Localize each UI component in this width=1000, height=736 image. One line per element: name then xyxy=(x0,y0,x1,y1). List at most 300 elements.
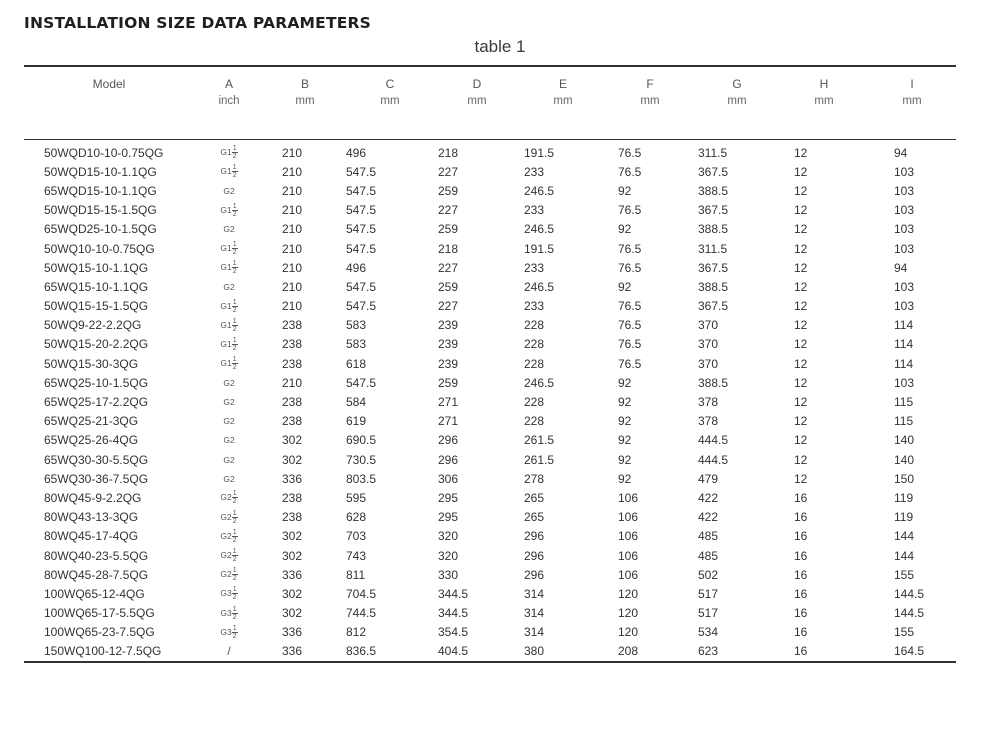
b-cell: 238 xyxy=(282,510,303,525)
e-cell: 191.5 xyxy=(524,145,555,160)
g-cell: 422 xyxy=(698,510,719,525)
b-cell: 302 xyxy=(282,606,303,621)
fraction-half: $\frac{1}{2}$ xyxy=(232,509,237,525)
model-cell: 100WQ65-17-5.5QG xyxy=(44,606,155,621)
d-cell: 227 xyxy=(438,164,459,179)
c-cell: 704.5 xyxy=(346,586,377,601)
e-cell: 314 xyxy=(524,606,545,621)
h-cell: 16 xyxy=(794,490,808,505)
f-cell: 92 xyxy=(618,471,632,486)
e-cell: 228 xyxy=(524,414,545,429)
h-cell: 12 xyxy=(794,471,808,486)
column-unit-c: mm xyxy=(346,92,434,140)
f-cell: 106 xyxy=(618,529,639,544)
e-cell: 246.5 xyxy=(524,279,555,294)
b-cell: 302 xyxy=(282,548,303,563)
f-cell: 76.5 xyxy=(618,164,642,179)
h-cell: 16 xyxy=(794,625,808,640)
model-cell: 80WQ45-28-7.5QG xyxy=(44,567,149,582)
column-header-g: G xyxy=(732,77,742,91)
a-cell: G2 xyxy=(223,435,235,446)
table-row xyxy=(24,431,956,450)
table-row xyxy=(24,450,956,469)
i-cell: 119 xyxy=(894,510,914,525)
h-cell: 16 xyxy=(794,586,808,601)
e-cell: 296 xyxy=(524,529,545,544)
i-cell: 164.5 xyxy=(894,644,925,659)
f-cell: 120 xyxy=(618,606,639,621)
h-cell: 16 xyxy=(794,529,808,544)
b-cell: 238 xyxy=(282,356,303,371)
table-row xyxy=(24,354,956,373)
a-cell: G1 $\frac{1}{2}$ xyxy=(220,202,237,218)
b-cell: 210 xyxy=(282,164,303,179)
table-row xyxy=(24,412,956,431)
i-cell: 94 xyxy=(894,145,908,160)
e-cell: 233 xyxy=(524,260,545,275)
fraction-half: $\frac{1}{2}$ xyxy=(232,528,237,544)
e-cell: 296 xyxy=(524,548,545,563)
b-cell: 302 xyxy=(282,586,303,601)
fraction-half: $\frac{1}{2}$ xyxy=(232,586,237,602)
b-cell: 210 xyxy=(282,279,303,294)
e-cell: 228 xyxy=(524,337,545,352)
e-cell: 314 xyxy=(524,586,545,601)
c-cell: 618 xyxy=(346,356,367,371)
fraction-half: $\frac{1}{2}$ xyxy=(232,490,237,506)
h-cell: 12 xyxy=(794,395,808,410)
b-cell: 336 xyxy=(282,471,303,486)
model-cell: 80WQ40-23-5.5QG xyxy=(44,548,149,563)
d-cell: 271 xyxy=(438,395,459,410)
model-cell: 100WQ65-12-4QG xyxy=(44,586,145,601)
model-cell: 50WQ10-10-0.75QG xyxy=(44,241,155,256)
g-cell: 485 xyxy=(698,548,719,563)
model-cell: 65WQ25-10-1.5QG xyxy=(44,375,149,390)
table-caption: table 1 xyxy=(474,37,526,56)
g-cell: 311.5 xyxy=(698,241,728,256)
a-cell: G1 $\frac{1}{2}$ xyxy=(220,164,237,180)
g-cell: 370 xyxy=(698,356,719,371)
d-cell: 320 xyxy=(438,548,459,563)
model-cell: 50WQD10-10-0.75QG xyxy=(44,145,164,160)
a-cell: G3 $\frac{1}{2}$ xyxy=(220,605,237,621)
f-cell: 76.5 xyxy=(618,241,642,256)
model-cell: 65WQ30-36-7.5QG xyxy=(44,471,149,486)
model-cell: 50WQD15-10-1.1QG xyxy=(44,164,157,179)
e-cell: 380 xyxy=(524,644,545,659)
d-cell: 296 xyxy=(438,433,459,448)
f-cell: 120 xyxy=(618,586,639,601)
e-cell: 278 xyxy=(524,471,545,486)
e-cell: 314 xyxy=(524,625,545,640)
d-cell: 344.5 xyxy=(438,606,469,621)
h-cell: 12 xyxy=(794,375,808,390)
g-cell: 422 xyxy=(698,490,719,505)
c-cell: 547.5 xyxy=(346,183,377,198)
a-cell: / xyxy=(227,644,231,659)
h-cell: 12 xyxy=(794,164,808,179)
table-row xyxy=(24,181,956,200)
installation-size-table-container xyxy=(24,65,956,663)
b-cell: 238 xyxy=(282,414,303,429)
i-cell: 155 xyxy=(894,625,915,640)
table-row xyxy=(24,140,956,163)
model-cell: 50WQ15-20-2.2QG xyxy=(44,337,149,352)
c-cell: 836.5 xyxy=(346,644,377,659)
e-cell: 233 xyxy=(524,164,545,179)
a-cell: G3 $\frac{1}{2}$ xyxy=(220,624,237,640)
i-cell: 155 xyxy=(894,567,915,582)
table-row xyxy=(24,508,956,527)
b-cell: 302 xyxy=(282,433,303,448)
h-cell: 16 xyxy=(794,510,808,525)
f-cell: 92 xyxy=(618,395,632,410)
fraction-half: $\frac{1}{2}$ xyxy=(232,567,237,583)
c-cell: 547.5 xyxy=(346,222,377,237)
e-cell: 228 xyxy=(524,395,545,410)
f-cell: 76.5 xyxy=(618,356,642,371)
i-cell: 103 xyxy=(894,222,915,237)
column-header-model: Model xyxy=(92,77,126,91)
f-cell: 106 xyxy=(618,490,639,505)
c-cell: 547.5 xyxy=(346,279,377,294)
table-row xyxy=(24,297,956,316)
column-header-i: I xyxy=(910,77,914,91)
f-cell: 76.5 xyxy=(618,337,642,352)
c-cell: 803.5 xyxy=(346,471,377,486)
b-cell: 210 xyxy=(282,222,303,237)
h-cell: 12 xyxy=(794,203,808,218)
model-cell: 150WQ100-12-7.5QG xyxy=(44,644,162,659)
a-cell: G2 xyxy=(223,416,235,427)
h-cell: 12 xyxy=(794,433,808,448)
d-cell: 227 xyxy=(438,299,459,314)
e-cell: 191.5 xyxy=(524,241,555,256)
c-cell: 812 xyxy=(346,625,367,640)
c-cell: 743 xyxy=(346,548,367,563)
d-cell: 354.5 xyxy=(438,625,469,640)
h-cell: 12 xyxy=(794,183,808,198)
column-header-d: D xyxy=(472,77,482,91)
a-cell: G2 xyxy=(223,377,235,388)
c-cell: 744.5 xyxy=(346,606,377,621)
table-row xyxy=(24,162,956,181)
b-cell: 336 xyxy=(282,625,303,640)
d-cell: 259 xyxy=(438,279,459,294)
h-cell: 16 xyxy=(794,548,808,563)
h-cell: 16 xyxy=(794,567,808,582)
table-row xyxy=(24,604,956,623)
column-header-b: B xyxy=(300,77,309,91)
b-cell: 336 xyxy=(282,644,303,659)
column-unit-a: inch xyxy=(194,92,264,140)
i-cell: 103 xyxy=(894,164,915,179)
a-cell: G2 $\frac{1}{2}$ xyxy=(220,528,237,544)
g-cell: 444.5 xyxy=(698,452,729,467)
g-cell: 623 xyxy=(698,644,719,659)
g-cell: 502 xyxy=(698,567,719,582)
e-cell: 233 xyxy=(524,299,545,314)
c-cell: 584 xyxy=(346,395,367,410)
d-cell: 218 xyxy=(438,145,459,160)
model-cell: 50WQ9-22-2.2QG xyxy=(44,318,142,333)
i-cell: 103 xyxy=(894,203,915,218)
table-row xyxy=(24,277,956,296)
d-cell: 295 xyxy=(438,490,459,505)
table-row xyxy=(24,201,956,220)
d-cell: 296 xyxy=(438,452,459,467)
column-unit-h: mm xyxy=(780,92,868,140)
a-cell: G2 xyxy=(223,397,235,408)
fraction-half: $\frac{1}{2}$ xyxy=(232,164,237,180)
f-cell: 76.5 xyxy=(618,318,642,333)
fraction-half: $\frac{1}{2}$ xyxy=(232,624,237,640)
column-unit-b: mm xyxy=(264,92,346,140)
g-cell: 517 xyxy=(698,586,719,601)
d-cell: 227 xyxy=(438,260,459,275)
d-cell: 295 xyxy=(438,510,459,525)
table-row xyxy=(24,488,956,507)
i-cell: 94 xyxy=(894,260,908,275)
e-cell: 246.5 xyxy=(524,183,555,198)
e-cell: 228 xyxy=(524,318,545,333)
b-cell: 336 xyxy=(282,567,303,582)
d-cell: 344.5 xyxy=(438,586,469,601)
fraction-half: $\frac{1}{2}$ xyxy=(232,548,237,564)
b-cell: 302 xyxy=(282,529,303,544)
h-cell: 12 xyxy=(794,222,808,237)
d-cell: 259 xyxy=(438,222,459,237)
g-cell: 367.5 xyxy=(698,164,729,179)
fraction-half: $\frac{1}{2}$ xyxy=(232,356,237,372)
i-cell: 103 xyxy=(894,375,915,390)
i-cell: 114 xyxy=(894,337,914,352)
model-cell: 80WQ45-9-2.2QG xyxy=(44,490,142,505)
a-cell: G2 $\frac{1}{2}$ xyxy=(220,490,237,506)
i-cell: 150 xyxy=(894,471,915,486)
page-title: INSTALLATION SIZE DATA PARAMETERS xyxy=(24,14,372,32)
i-cell: 103 xyxy=(894,299,915,314)
a-cell: G2 $\frac{1}{2}$ xyxy=(220,509,237,525)
f-cell: 106 xyxy=(618,510,639,525)
a-cell: G2 xyxy=(223,454,235,465)
d-cell: 404.5 xyxy=(438,644,469,659)
h-cell: 12 xyxy=(794,318,808,333)
table-row xyxy=(24,623,956,642)
c-cell: 496 xyxy=(346,145,367,160)
i-cell: 140 xyxy=(894,452,915,467)
b-cell: 238 xyxy=(282,337,303,352)
g-cell: 367.5 xyxy=(698,260,729,275)
column-unit-model xyxy=(24,92,194,140)
i-cell: 103 xyxy=(894,183,915,198)
model-cell: 65WQD25-10-1.5QG xyxy=(44,222,157,237)
d-cell: 239 xyxy=(438,337,459,352)
a-cell: G1 $\frac{1}{2}$ xyxy=(220,356,237,372)
fraction-half: $\frac{1}{2}$ xyxy=(232,317,237,333)
i-cell: 144.5 xyxy=(894,586,925,601)
fraction-half: $\frac{1}{2}$ xyxy=(232,336,237,352)
f-cell: 92 xyxy=(618,222,632,237)
table-row xyxy=(24,335,956,354)
i-cell: 114 xyxy=(894,318,914,333)
e-cell: 265 xyxy=(524,490,545,505)
column-unit-g: mm xyxy=(694,92,780,140)
g-cell: 311.5 xyxy=(698,145,728,160)
i-cell: 114 xyxy=(894,356,914,371)
f-cell: 76.5 xyxy=(618,260,642,275)
g-cell: 444.5 xyxy=(698,433,729,448)
b-cell: 210 xyxy=(282,183,303,198)
g-cell: 388.5 xyxy=(698,279,729,294)
i-cell: 115 xyxy=(894,395,914,410)
column-unit-f: mm xyxy=(606,92,694,140)
table-row xyxy=(24,220,956,239)
a-cell: G1 $\frac{1}{2}$ xyxy=(220,145,237,161)
model-cell: 65WQ25-17-2.2QG xyxy=(44,395,149,410)
h-cell: 12 xyxy=(794,279,808,294)
model-cell: 65WQ25-26-4QG xyxy=(44,433,139,448)
model-cell: 65WQD15-10-1.1QG xyxy=(44,183,157,198)
f-cell: 76.5 xyxy=(618,299,642,314)
e-cell: 261.5 xyxy=(524,452,555,467)
c-cell: 811 xyxy=(346,567,366,582)
table-row xyxy=(24,642,956,662)
e-cell: 233 xyxy=(524,203,545,218)
a-cell: G2 $\frac{1}{2}$ xyxy=(220,548,237,564)
installation-size-table xyxy=(24,65,956,663)
b-cell: 210 xyxy=(282,203,303,218)
h-cell: 12 xyxy=(794,145,808,160)
f-cell: 76.5 xyxy=(618,203,642,218)
fraction-half: $\frac{1}{2}$ xyxy=(232,260,237,276)
h-cell: 12 xyxy=(794,299,808,314)
c-cell: 690.5 xyxy=(346,433,377,448)
g-cell: 367.5 xyxy=(698,299,729,314)
b-cell: 210 xyxy=(282,145,303,160)
b-cell: 238 xyxy=(282,318,303,333)
column-header-a: A xyxy=(224,77,233,91)
table-row xyxy=(24,546,956,565)
column-header-c: C xyxy=(385,77,395,91)
i-cell: 144 xyxy=(894,529,915,544)
d-cell: 239 xyxy=(438,356,459,371)
model-cell: 65WQ30-30-5.5QG xyxy=(44,452,149,467)
a-cell: G1 $\frac{1}{2}$ xyxy=(220,241,237,257)
i-cell: 140 xyxy=(894,433,915,448)
d-cell: 218 xyxy=(438,241,459,256)
c-cell: 496 xyxy=(346,260,367,275)
f-cell: 92 xyxy=(618,183,632,198)
model-cell: 50WQ15-10-1.1QG xyxy=(44,260,149,275)
e-cell: 261.5 xyxy=(524,433,555,448)
g-cell: 388.5 xyxy=(698,222,729,237)
g-cell: 517 xyxy=(698,606,719,621)
d-cell: 330 xyxy=(438,567,459,582)
d-cell: 320 xyxy=(438,529,459,544)
model-cell: 100WQ65-23-7.5QG xyxy=(44,625,155,640)
model-cell: 65WQ25-21-3QG xyxy=(44,414,139,429)
f-cell: 92 xyxy=(618,452,632,467)
a-cell: G2 xyxy=(223,185,235,196)
b-cell: 238 xyxy=(282,490,303,505)
f-cell: 92 xyxy=(618,279,632,294)
table-row xyxy=(24,258,956,277)
c-cell: 730.5 xyxy=(346,452,377,467)
d-cell: 259 xyxy=(438,375,459,390)
f-cell: 92 xyxy=(618,433,632,448)
g-cell: 370 xyxy=(698,318,719,333)
i-cell: 119 xyxy=(894,490,914,505)
c-cell: 595 xyxy=(346,490,367,505)
h-cell: 16 xyxy=(794,644,808,659)
f-cell: 106 xyxy=(618,548,639,563)
table-row xyxy=(24,527,956,546)
g-cell: 479 xyxy=(698,471,719,486)
b-cell: 210 xyxy=(282,375,303,390)
fraction-half: $\frac{1}{2}$ xyxy=(232,241,237,257)
d-cell: 271 xyxy=(438,414,459,429)
b-cell: 210 xyxy=(282,299,303,314)
i-cell: 144 xyxy=(894,548,915,563)
b-cell: 210 xyxy=(282,260,303,275)
table-row xyxy=(24,316,956,335)
table-row xyxy=(24,392,956,411)
fraction-half: $\frac{1}{2}$ xyxy=(232,298,237,314)
model-cell: 50WQ15-30-3QG xyxy=(44,356,139,371)
d-cell: 239 xyxy=(438,318,459,333)
column-unit-i: mm xyxy=(868,92,956,140)
model-cell: 50WQD15-15-1.5QG xyxy=(44,203,157,218)
column-unit-e: mm xyxy=(520,92,606,140)
c-cell: 547.5 xyxy=(346,375,377,390)
h-cell: 12 xyxy=(794,337,808,352)
fraction-half: $\frac{1}{2}$ xyxy=(232,202,237,218)
column-header-e: E xyxy=(558,77,567,91)
i-cell: 103 xyxy=(894,241,915,256)
g-cell: 378 xyxy=(698,395,719,410)
g-cell: 485 xyxy=(698,529,719,544)
c-cell: 703 xyxy=(346,529,367,544)
c-cell: 619 xyxy=(346,414,367,429)
g-cell: 370 xyxy=(698,337,719,352)
i-cell: 115 xyxy=(894,414,914,429)
fraction-half: $\frac{1}{2}$ xyxy=(232,145,237,161)
e-cell: 296 xyxy=(524,567,545,582)
c-cell: 547.5 xyxy=(346,203,377,218)
f-cell: 120 xyxy=(618,625,639,640)
h-cell: 12 xyxy=(794,241,808,256)
g-cell: 378 xyxy=(698,414,719,429)
c-cell: 583 xyxy=(346,318,367,333)
g-cell: 534 xyxy=(698,625,719,640)
table-row xyxy=(24,239,956,258)
h-cell: 12 xyxy=(794,414,808,429)
f-cell: 92 xyxy=(618,414,632,429)
a-cell: G2 xyxy=(223,473,235,484)
g-cell: 388.5 xyxy=(698,183,729,198)
e-cell: 265 xyxy=(524,510,545,525)
i-cell: 103 xyxy=(894,279,915,294)
f-cell: 92 xyxy=(618,375,632,390)
c-cell: 583 xyxy=(346,337,367,352)
b-cell: 238 xyxy=(282,395,303,410)
table-row xyxy=(24,584,956,603)
model-cell: 80WQ43-13-3QG xyxy=(44,510,139,525)
e-cell: 246.5 xyxy=(524,222,555,237)
a-cell: G2 xyxy=(223,224,235,235)
